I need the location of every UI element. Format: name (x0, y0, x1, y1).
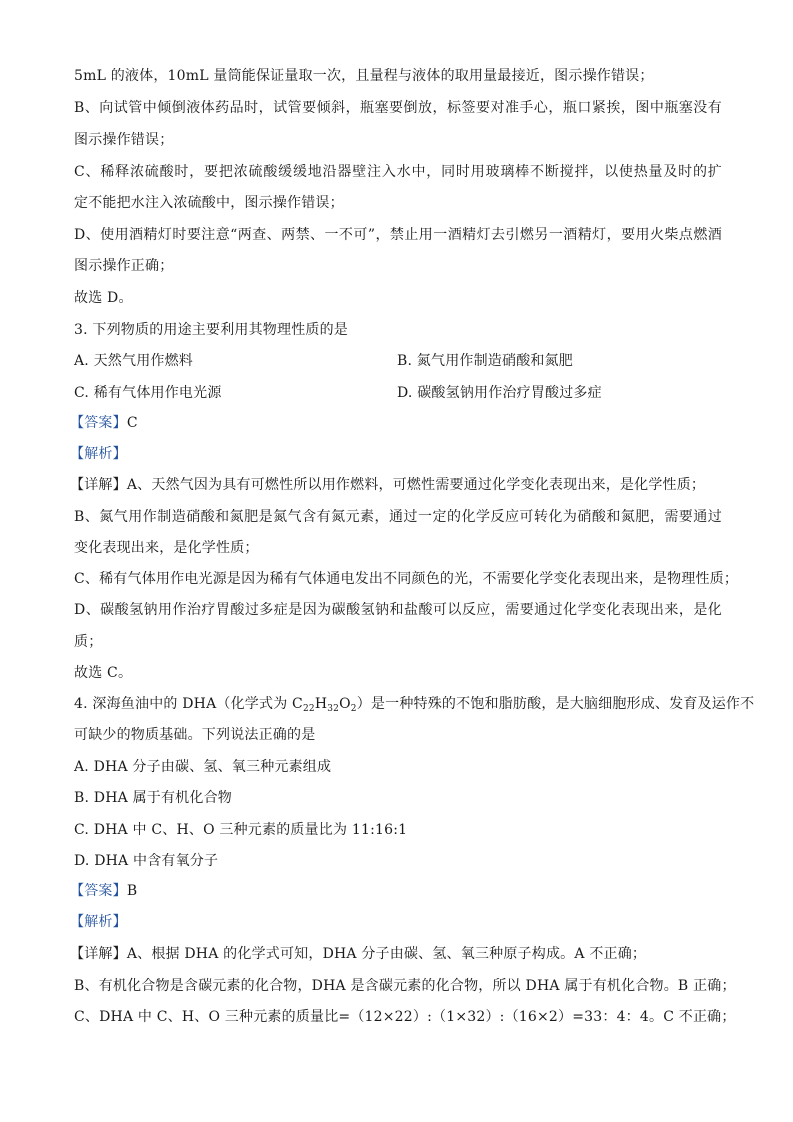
analysis-3-label: 【解析】 (70, 446, 127, 462)
answer-4 (70, 881, 137, 901)
stem-part: 4. 深海鱼油中的 DHA（化学式为 C (74, 696, 303, 712)
text-line: B、有机化合物是含碳元素的化合物，DHA 是含碳元素的化合物，所以 DHA 属于有机化合物。B 正确； (74, 978, 736, 994)
subscript: 22 (302, 704, 315, 714)
text-line: B、向试管中倾倒液体药品时，试管要倾斜，瓶塞要倒放，标签要对准手心，瓶口紧挨，图中瓶塞没有 (74, 100, 722, 116)
text-line: C、稀释浓硫酸时，要把浓硫酸缓缓地沿器壁注入水中，同时用玻璃棒不断搅拌，以使热量及时的扩 (74, 164, 722, 180)
question-4-stem-line-2: 可缺少的物质基础。下列说法正确的是 (74, 727, 316, 743)
text-line: 图示操作正确； (74, 258, 174, 274)
answer-label: 【答案】 (70, 883, 127, 899)
question-3-stem: 3. 下列物质的用途主要利用其物理性质的是 (74, 322, 349, 338)
question-3-option-c: C. 稀有气体用作电光源 (74, 385, 222, 401)
detail-label: 【详解】 (70, 477, 127, 493)
question-4-option-d: D. DHA 中含有氧分子 (74, 853, 219, 869)
text-line: 质； (74, 634, 103, 650)
question-3-option-a: A. 天然气用作燃料 (74, 353, 194, 369)
stem-part: ）是一种特殊的不饱和脂肪酸，是大脑细胞形成、发育及运作不 (356, 696, 755, 712)
text-line: 变化表现出来，是化学性质； (74, 540, 259, 556)
question-3-option-b: B. 氮气用作制造硝酸和氮肥 (397, 353, 573, 369)
detail-label: 【详解】 (70, 946, 127, 962)
text-line: D、使用酒精灯时要注意“两查、两禁、一不可”，禁止用一酒精灯去引燃另一酒精灯，要用火柴点燃酒 (74, 227, 722, 243)
question-4-option-b: B. DHA 属于有机化合物 (74, 790, 232, 806)
answer-value: C (126, 415, 138, 431)
text-line: C、DHA 中 C、H、O 三种元素的质量比=（12×22）:（1×32）:（16×2）=33：4：4。C 不正确； (74, 1009, 736, 1025)
subscript: 32 (327, 704, 340, 714)
detail-text: A、天然气因为具有可燃性所以用作燃料，可燃性需要通过化学变化表现出来，是化学性质； (126, 477, 706, 493)
text-line: 故选 D。 (74, 290, 133, 306)
text-line: 5mL 的液体，10mL 量筒能保证量取一次，且量程与液体的取用量最接近，图示操作错误； (74, 68, 654, 84)
text-line: D、碳酸氢钠用作治疗胃酸过多症是因为碳酸氢钠和盐酸可以反应，需要通过化学变化表现出来，是化 (74, 602, 722, 618)
text-line: 定不能把水注入浓硫酸中，图示操作错误； (74, 195, 344, 211)
answer-label: 【答案】 (70, 415, 127, 431)
question-4-stem-line-1 (74, 694, 754, 714)
text-line: 图示操作错误； (74, 132, 174, 148)
question-3-option-d: D. 碳酸氢钠用作治疗胃酸过多症 (397, 385, 602, 401)
stem-part: O (339, 696, 351, 712)
stem-part: H (314, 696, 328, 712)
detail-text: A、根据 DHA 的化学式可知，DHA 分子由碳、氢、氧三种原子构成。A 不正确； (126, 946, 647, 962)
text-line: 故选 C。 (74, 665, 133, 681)
question-4-option-a: A. DHA 分子由碳、氢、氧三种元素组成 (74, 759, 332, 775)
text-line: B、氮气用作制造硝酸和氮肥是氮气含有氮元素，通过一定的化学反应可转化为硝酸和氮肥，需要通过 (74, 509, 722, 525)
text-line: C、稀有气体用作电光源是因为稀有气体通电发出不同颜色的光，不需要化学变化表现出来，是物理性质； (74, 571, 739, 587)
subscript: 2 (350, 704, 357, 714)
analysis-4-label: 【解析】 (70, 914, 127, 930)
answer-value: B (126, 883, 138, 899)
detail-3-a (70, 475, 705, 495)
question-4-option-c: C. DHA 中 C、H、O 三种元素的质量比为 11:16:1 (74, 822, 408, 838)
detail-4-a (70, 944, 646, 964)
answer-3 (70, 413, 138, 433)
